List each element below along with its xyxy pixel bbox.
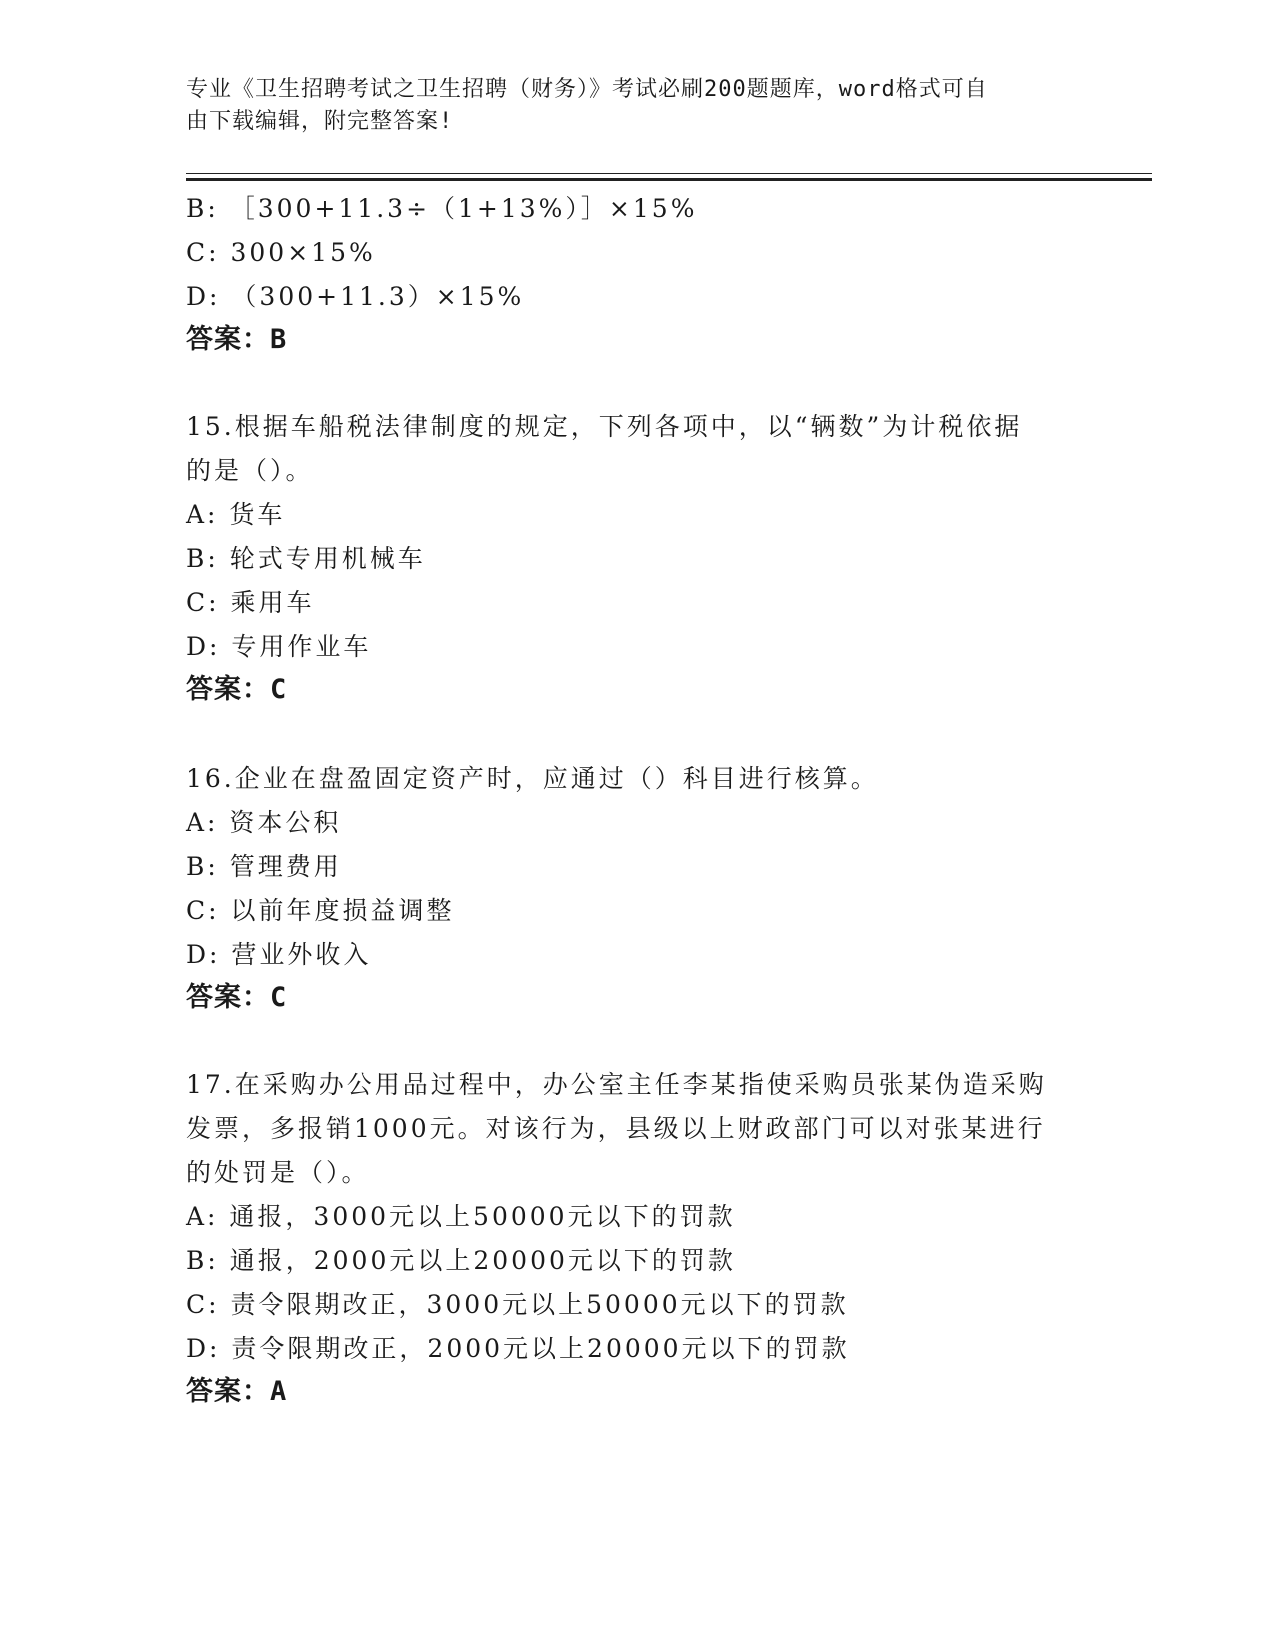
q17-option-c: C: 责令限期改正，3000元以上50000元以下的罚款 xyxy=(186,1290,849,1319)
header-line-1: 专业《卫生招聘考试之卫生招聘（财务）》考试必刷200题题库，word格式可自 xyxy=(186,77,988,102)
q14-option-b: B: ［300+11.3÷（1+13%）］×15% xyxy=(186,194,698,223)
document-header xyxy=(186,74,1066,138)
q16-option-c: C: 以前年度损益调整 xyxy=(186,896,455,925)
header-divider-thick xyxy=(186,178,1152,181)
q16-answer: 答案：C xyxy=(186,982,288,1013)
q17-option-a: A: 通报，3000元以上50000元以下的罚款 xyxy=(186,1202,736,1231)
q15-option-b: B: 轮式专用机械车 xyxy=(186,544,426,573)
q16-option-d: D: 营业外收入 xyxy=(186,940,372,969)
q15-answer: 答案：C xyxy=(186,674,288,705)
q14-answer: 答案：B xyxy=(186,324,288,355)
q16-stem-line-1: 16.企业在盘盈固定资产时，应通过（）科目进行核算。 xyxy=(186,764,879,793)
q15-option-a: A: 货车 xyxy=(186,500,286,529)
q15-option-d: D: 专用作业车 xyxy=(186,632,372,661)
q15-stem-line-1: 15.根据车船税法律制度的规定，下列各项中，以“辆数”为计税依据 xyxy=(186,412,1023,441)
q16-option-a: A: 资本公积 xyxy=(186,808,342,837)
q15-stem-line-2: 的是（）。 xyxy=(186,456,314,485)
q17-stem-line-2: 发票，多报销1000元。对该行为，县级以上财政部门可以对张某进行 xyxy=(186,1114,1046,1143)
header-line-2: 由下载编辑，附完整答案! xyxy=(186,109,454,134)
q17-option-d: D: 责令限期改正，2000元以上20000元以下的罚款 xyxy=(186,1334,850,1363)
q17-stem-line-3: 的处罚是（）。 xyxy=(186,1158,370,1187)
q17-answer: 答案：A xyxy=(186,1376,288,1407)
q17-option-b: B: 通报，2000元以上20000元以下的罚款 xyxy=(186,1246,736,1275)
q14-option-c: C: 300×15% xyxy=(186,238,376,267)
header-divider-thin xyxy=(186,173,1152,174)
q15-option-c: C: 乘用车 xyxy=(186,588,315,617)
q16-option-b: B: 管理费用 xyxy=(186,852,342,881)
q17-stem-line-1: 17.在采购办公用品过程中，办公室主任李某指使采购员张某伪造采购 xyxy=(186,1070,1047,1099)
q14-option-d: D: （300+11.3）×15% xyxy=(186,282,525,311)
